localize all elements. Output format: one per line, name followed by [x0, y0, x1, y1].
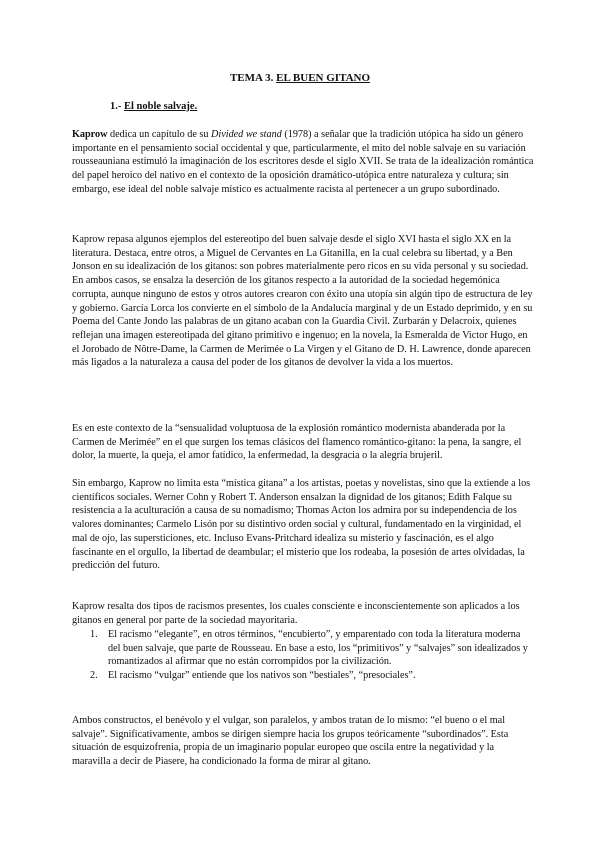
section-heading	[110, 101, 197, 112]
paragraph-1	[72, 128, 534, 197]
list-item-text: El racismo “elegante”, en otros términos, “encubierto”, y emparentado con toda la literatura moderna del buen salvaje, que parte de Rousseau. En base a esto, los “primitivos” y “salvajes” son idealizados y romantizados al afirmar que no están corrompidos por la civilización.	[108, 629, 528, 668]
section-title: El noble salvaje.	[124, 101, 198, 112]
list-item	[72, 628, 534, 669]
paragraph-3: Es en este contexto de la “sensualidad voluptuosa de la explosión romántico modernista abanderada por la Carmen de Merimée” en el que surgen los temas clásicos del flamenco romántico-gitano: la pena, la sangre, el dolor, la muerte, la queja, el amor fatídico, la enfermedad, la desgracia o la alegría brujeril.	[72, 423, 522, 462]
list-item-text: El racismo “vulgar” entiende que los nativos son “bestiales”, “presociales”.	[108, 670, 416, 682]
title-prefix: TEMA 3.	[229, 72, 277, 84]
paragraph-1-text-b: (1978) a señalar que la tradición utópica ha sido un género importante en el pensamiento social occidental y que, particularmente, el mito del noble salvaje en su variación rousseauniana estimuló la imaginación de los escritores desde el siglo XVII. Se trata de la idealización romántica del papel heroico del nativo en el contexto de la oposición dramático-utópica entre naturaleza y cultura; sin embargo, ese ideal del noble salvaje místico es actualmente racista al pertenecer a un grupo subordinado.	[72, 129, 534, 195]
section-number: 1.-	[110, 101, 124, 112]
paragraph-1-text-a: dedica un capítulo de su	[107, 129, 212, 140]
list-number: 1.	[90, 629, 98, 640]
paragraph-6: Ambos constructos, el benévolo y el vulgar, son paralelos, y ambos tratan de lo mismo: “el bueno o el mal salvaje”. Significativamente, ambos se dirigen siempre hacia los grupos teóricamente “subordinados”. Esta situación de esquizofrenia, propia de un imaginario popular europeo que oscila entre la negatividad y la maravilla a decir de Piasere, ha condicionado la forma de mirar al gitano.	[72, 715, 509, 768]
list-number: 2.	[90, 670, 98, 682]
racism-types-list	[72, 628, 534, 683]
author-name: Kaprow	[72, 129, 108, 140]
title-underlined: EL BUEN GITANO	[276, 72, 371, 84]
paragraph-2: Kaprow repasa algunos ejemplos del estereotipo del buen salvaje desde el siglo XVI hasta el siglo XX en la literatura. Destaca, entre otros, a Miguel de Cervantes en La Gitanilla, en la cual celebra su libertad, y a Ben Jonson en su idealización de los gitanos: son pobres materialmente pero ricos en su vida personal y su sociedad. En ambos casos, se ensalza la deserción de los gitanos respecto a la autoridad de la sociedad hegemónica corrupta, aunque ninguno de estos y otros autores crearon con éxito una utopía sin algún tipo de estructura de ley y gobierno. García Lorca los convierte en el símbolo de la Andalucía marginal y de un Estado deprimido, y en su Poema del Cante Jondo las palabras de un gitano acaban con la Guardia Civil. Zurbarán y Delacroix, quienes reflejan una imagen estereotipada del gitano primitivo e ingenuo; en la novela, la Esmeralda de Victor Hugo, en el Jorobado de Nôtre-Dame, la Carmen de Merimée o La Virgen y el Gitano de D. H. Lawrence, donde aparecen más ligados a la naturaleza a causa del poder de los gitanos de devolver la vida a los muertos.	[72, 234, 533, 369]
paragraph-4: Sin embargo, Kaprow no limita esta “mística gitana” a los artistas, poetas y novelistas, sino que la extiende a los científicos sociales. Werner Cohn y Robert T. Anderson ensalzan la dignidad de los gitanos; Edith Falque su resistencia a la aculturación a causa de su nomadismo; Thomas Acton los admira por su independencia de los valores dominantes; Carmelo Lisón por su distintivo orden social y cultural, fundamentado en la virginidad, el mal de ojo, las supersticiones, etc. Incluso Evans-Pritchard idealiza su misterio y fascinación, es el algo fascinante en el orgullo, la libertad de deambular; el misterio que los rodeaba, la posesión de artes olvidadas, la predicción del futuro.	[72, 478, 531, 572]
list-item	[72, 669, 534, 683]
paragraph-5: Kaprow resalta dos tipos de racismos presentes, los cuales consciente e inconscientemente son aplicados a los gitanos en general por parte de la sociedad mayoritaria.	[72, 601, 520, 626]
book-title: Divided we stand	[211, 129, 282, 140]
document-title	[0, 72, 600, 84]
